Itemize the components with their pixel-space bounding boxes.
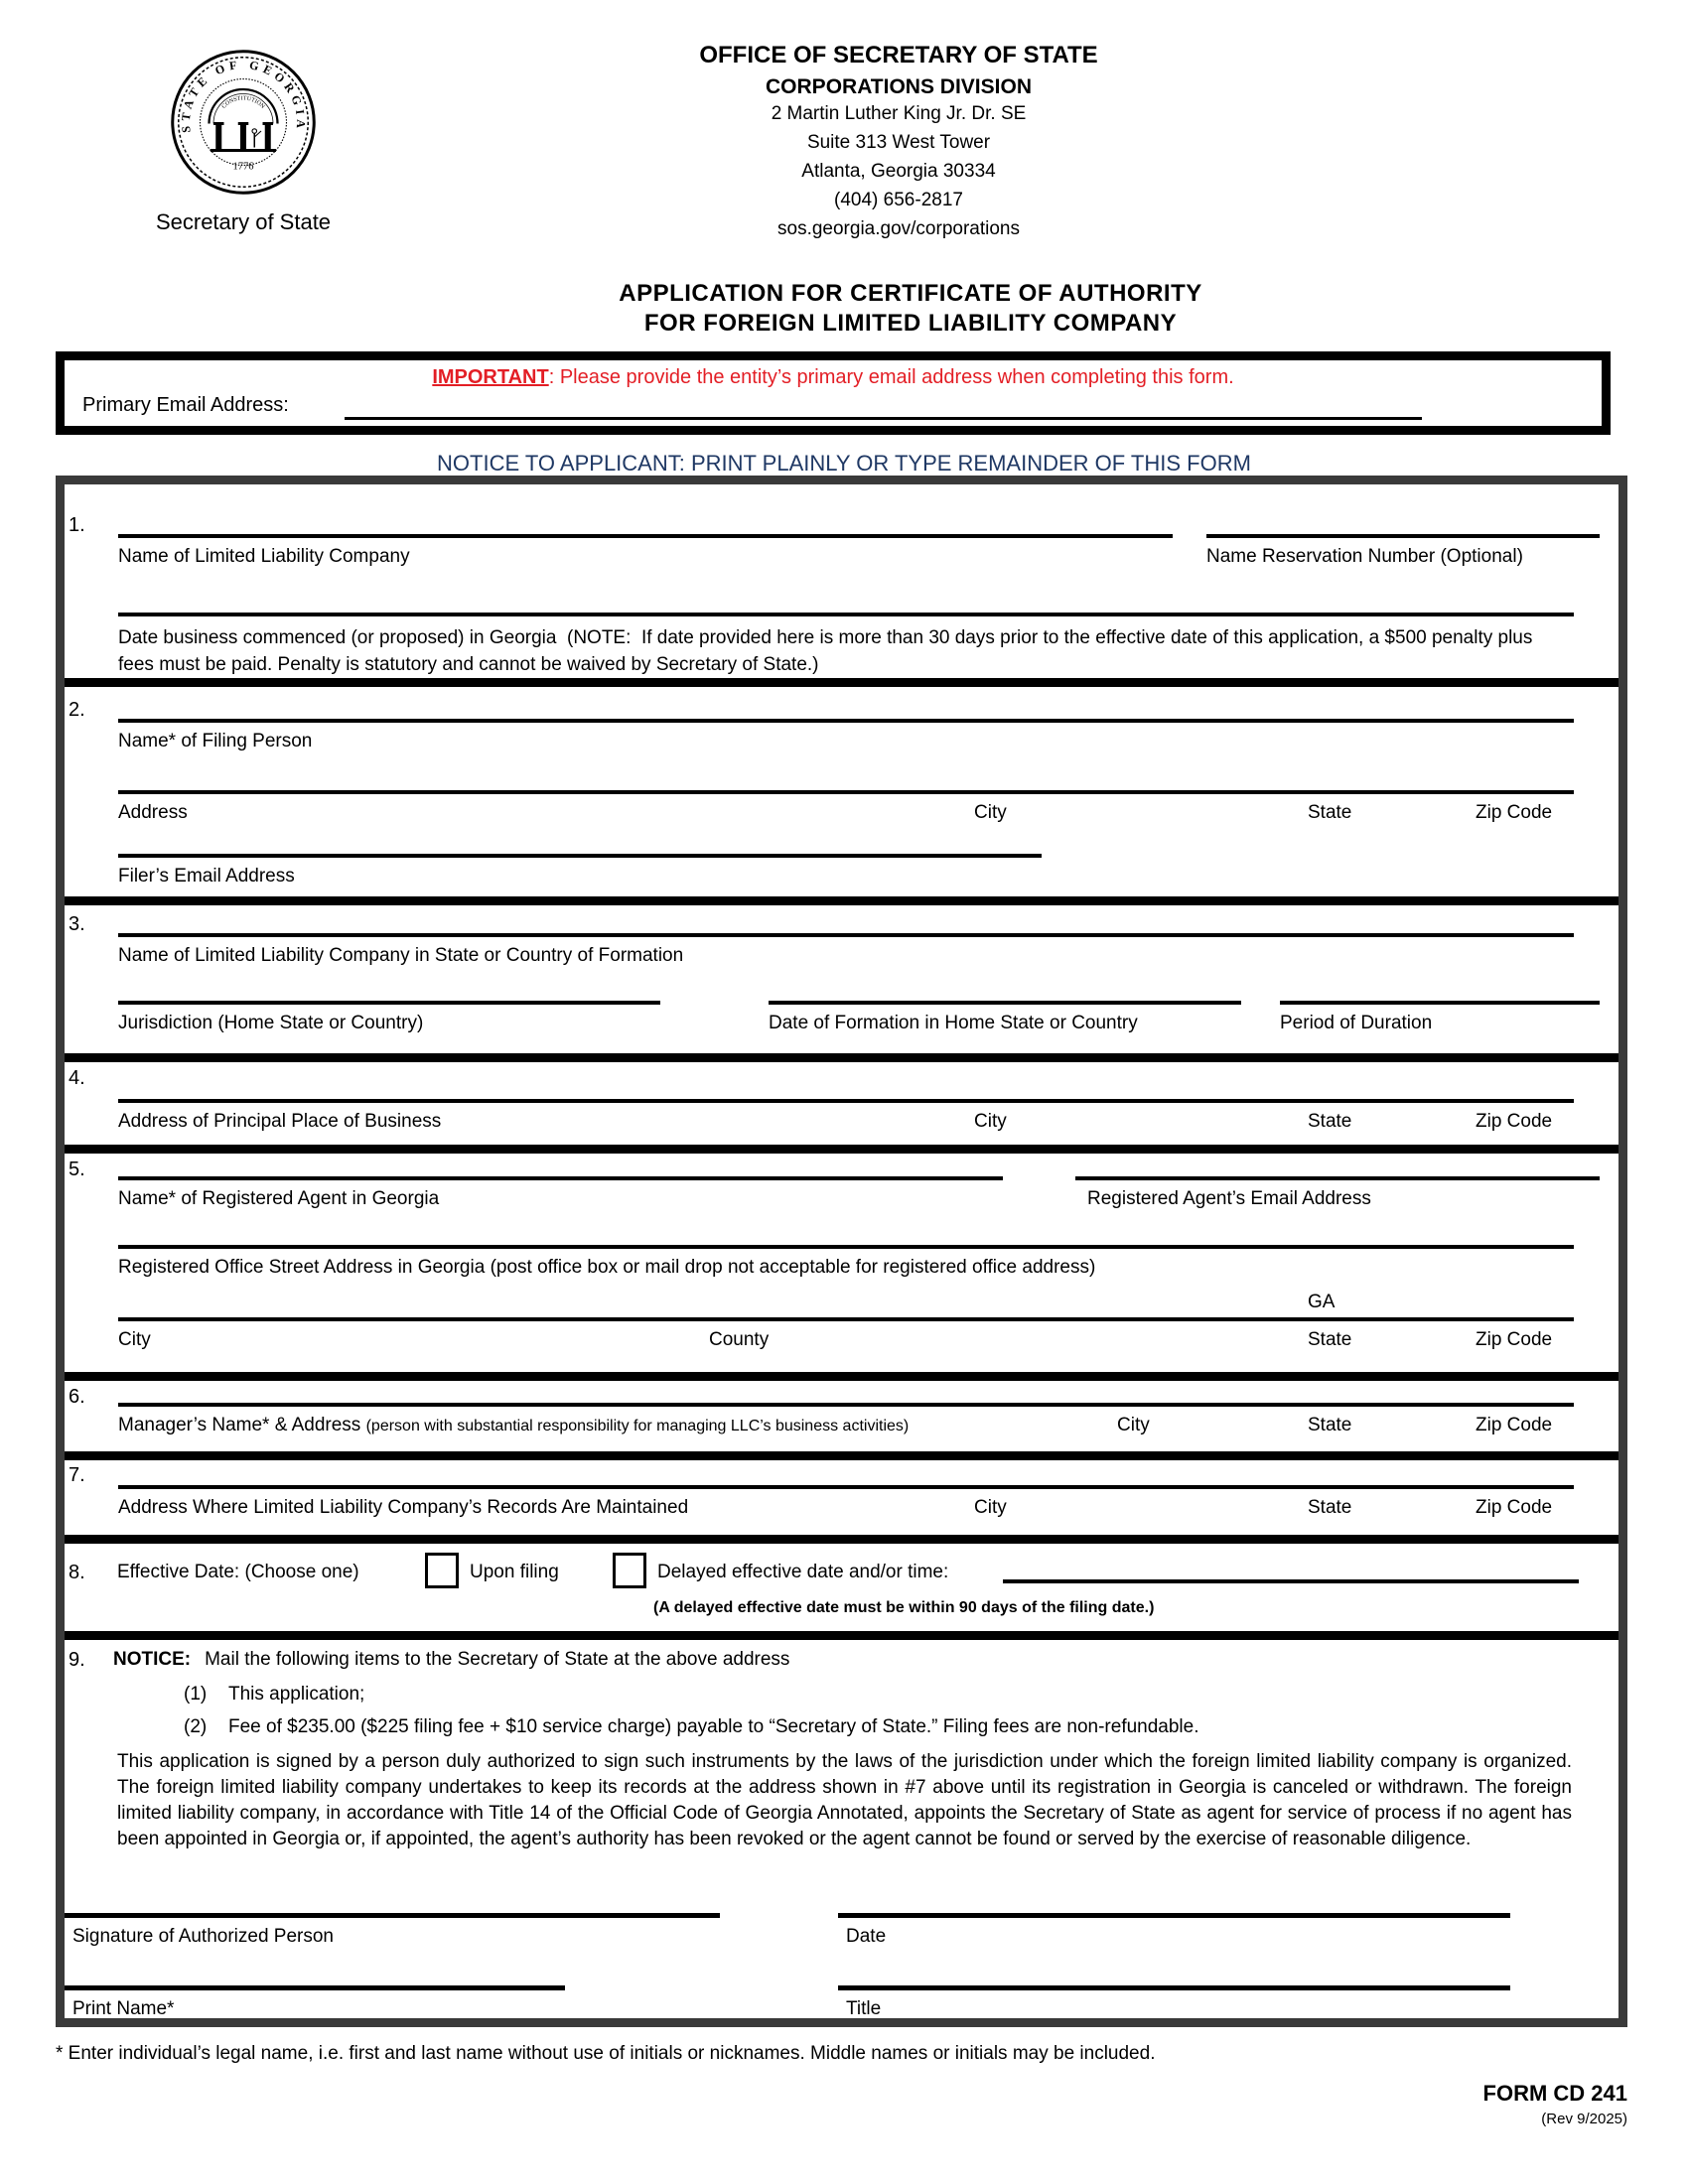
home-llc-name-label: Name of Limited Liability Company in State or Country of Formation: [118, 945, 684, 966]
zip-label: Zip Code: [1476, 1497, 1553, 1518]
office-title: OFFICE OF SECRETARY OF STATE: [699, 42, 1098, 68]
mail-notice-word: NOTICE:: [113, 1649, 192, 1670]
date-commenced-field[interactable]: [118, 613, 1574, 616]
registered-office-label: Registered Office Street Address in Georgia (post office box or mail drop not acceptable for registered office address): [118, 1257, 1096, 1278]
section-1-number: 1.: [69, 514, 85, 536]
address-label: Address: [118, 802, 188, 823]
filer-email-field[interactable]: [118, 854, 1042, 858]
city-label: City: [974, 1497, 1007, 1518]
seal-arch-text: CONSTITUTION: [220, 95, 266, 110]
section-5: [65, 1154, 1618, 1381]
zip-label: Zip Code: [1476, 1415, 1553, 1435]
registered-office-field[interactable]: [118, 1245, 1574, 1249]
effective-date-label: Effective Date: (Choose one): [117, 1562, 359, 1582]
title-label: Title: [846, 1998, 882, 2019]
important-headline: [65, 366, 1602, 389]
section-3-number: 3.: [69, 913, 85, 935]
filer-name-field[interactable]: [118, 719, 1574, 723]
zip-label: Zip Code: [1476, 1329, 1553, 1350]
title-field[interactable]: [838, 1985, 1510, 1990]
mail-notice: [113, 1649, 789, 1670]
delayed-date-note: (A delayed effective date must be within 90 days of the filing date.): [653, 1599, 1155, 1616]
authorization-paragraph: This application is signed by a person duly authorized to sign such instruments by the laws of the jurisdiction under which the foreign limited liability company is organized. The foreign limited liability company undertakes to keep its records at the address shown in #7 above until its registration in Georgia is canceled or withdrawn. The foreign limited liability company, in accordance with Title 14 of the Official Code of Georgia Annotated, appoints the Secretary of State as agent for service of process if no agent has been appointed in Georgia or, if appointed, the agent’s authority has been revoked or the agent cannot be found or served by the exercise of reasonable diligence.: [117, 1751, 1572, 1849]
state-label: State: [1308, 1497, 1352, 1518]
duration-field[interactable]: [1280, 1001, 1600, 1005]
office-address-line: Suite 313 West Tower: [806, 132, 991, 153]
name-reservation-field[interactable]: [1206, 534, 1600, 538]
home-llc-name-field[interactable]: [118, 933, 1574, 937]
zip-label: Zip Code: [1476, 802, 1553, 823]
form-revision: (Rev 9/2025): [1541, 2111, 1627, 2127]
state-label: State: [1308, 802, 1352, 823]
city-label: City: [118, 1329, 151, 1350]
seal-year: 1776: [232, 161, 254, 173]
state-label: State: [1308, 1329, 1352, 1350]
division-title: CORPORATIONS DIVISION: [766, 75, 1032, 98]
form-body: [56, 476, 1627, 2027]
primary-email-field[interactable]: [345, 417, 1422, 420]
signature-label: Signature of Authorized Person: [72, 1926, 335, 1947]
registered-office-city-field[interactable]: [118, 1317, 1574, 1321]
section-7: [65, 1460, 1618, 1544]
agent-name-label: Name* of Registered Agent in Georgia: [118, 1188, 440, 1209]
llc-name-label: Name of Limited Liability Company: [118, 546, 410, 567]
mail-item-1: This application;: [228, 1684, 365, 1705]
form-title-line1: APPLICATION FOR CERTIFICATE OF AUTHORITY: [619, 280, 1202, 307]
important-box: [56, 351, 1611, 435]
form-title: [364, 279, 1457, 339]
filer-address-field[interactable]: [118, 790, 1574, 794]
manager-label: [118, 1415, 909, 1436]
manager-label-note: (person with substantial responsibility for managing LLC’s business activities): [365, 1418, 910, 1434]
city-label: City: [974, 1111, 1007, 1132]
delayed-date-label: Delayed effective date and/or time:: [657, 1562, 949, 1582]
city-label: City: [1117, 1415, 1150, 1435]
records-address-field[interactable]: [118, 1485, 1574, 1489]
delayed-date-checkbox[interactable]: [613, 1553, 646, 1588]
agent-email-label: Registered Agent’s Email Address: [1087, 1188, 1371, 1209]
duration-label: Period of Duration: [1280, 1013, 1433, 1033]
section-6-number: 6.: [69, 1386, 85, 1408]
state-label: State: [1308, 1111, 1352, 1132]
signature-field[interactable]: [65, 1913, 720, 1918]
georgia-state-seal-icon: [169, 48, 318, 197]
print-name-field[interactable]: [65, 1985, 565, 1990]
mail-notice-rest: Mail the following items to the Secretary of State at the above address: [205, 1649, 790, 1670]
notice-to-applicant: NOTICE TO APPLICANT: PRINT PLAINLY OR TYPE REMAINDER OF THIS FORM: [437, 451, 1251, 476]
agent-name-field[interactable]: [118, 1176, 1003, 1180]
section-9-number: 9.: [69, 1649, 85, 1671]
section-3: [65, 905, 1618, 1062]
filer-email-label: Filer’s Email Address: [118, 866, 295, 887]
formation-date-field[interactable]: [769, 1001, 1241, 1005]
section-5-number: 5.: [69, 1159, 85, 1180]
ga-prefill: GA: [1308, 1292, 1336, 1312]
formation-date-label: Date of Formation in Home State or Country: [769, 1013, 1138, 1033]
section-4-number: 4.: [69, 1067, 85, 1089]
section-2-number: 2.: [69, 699, 85, 721]
llc-name-field[interactable]: [118, 534, 1173, 538]
mail-item-2: Fee of $235.00 ($225 filing fee + $10 service charge) payable to “Secretary of State.” Filing fees are non-refundable.: [228, 1716, 1199, 1737]
section-7-number: 7.: [69, 1464, 85, 1486]
manager-label-main: Manager’s Name* & Address: [118, 1415, 361, 1435]
print-name-label: Print Name*: [72, 1998, 175, 2019]
city-label: City: [974, 802, 1007, 823]
form-number: FORM CD 241: [1482, 2081, 1627, 2106]
seal-ring-text: STATE OF GEORGIA: [178, 57, 309, 134]
seal-block: [129, 48, 357, 235]
date-commenced-label: Date business commenced (or proposed) in Georgia (NOTE: If date provided here is more than 30 days prior to the effective date of this application, a $500 penalty plus fees must be paid. Penalty is statutory and cannot be waived by Secretary of State.): [118, 627, 1538, 675]
principal-address-label: Address of Principal Place of Business: [118, 1111, 442, 1132]
section-8: [65, 1544, 1618, 1640]
upon-filing-label: Upon filing: [470, 1562, 559, 1582]
primary-email-label: Primary Email Address:: [82, 394, 289, 416]
section-9: [65, 1640, 1618, 2018]
jurisdiction-field[interactable]: [118, 1001, 660, 1005]
state-label: State: [1308, 1415, 1352, 1435]
section-4: [65, 1062, 1618, 1154]
date-label: Date: [846, 1926, 887, 1947]
legal-name-footnote: * Enter individual’s legal name, i.e. first and last name without use of initials or nicknames. Middle names or initials may be included.: [56, 2043, 1156, 2064]
seal-caption: Secretary of State: [155, 209, 332, 234]
office-header: [551, 42, 1246, 243]
date-field[interactable]: [838, 1913, 1510, 1918]
agent-email-field[interactable]: [1075, 1176, 1600, 1180]
jurisdiction-label: Jurisdiction (Home State or Country): [118, 1013, 424, 1033]
office-website: sos.georgia.gov/corporations: [777, 218, 1020, 239]
mail-item-1-num: (1): [184, 1684, 208, 1705]
form-title-line2: FOR FOREIGN LIMITED LIABILITY COMPANY: [643, 310, 1178, 337]
office-address-line: 2 Martin Luther King Jr. Dr. SE: [771, 103, 1027, 124]
county-label: County: [709, 1329, 770, 1350]
office-address-line: Atlanta, Georgia 30334: [801, 161, 996, 182]
important-rest: : Please provide the entity’s primary email address when completing this form.: [548, 366, 1234, 388]
filer-name-label: Name* of Filing Person: [118, 731, 313, 751]
upon-filing-checkbox[interactable]: [425, 1553, 459, 1588]
mail-item-2-num: (2): [184, 1716, 208, 1737]
office-phone: (404) 656-2817: [834, 190, 963, 210]
delayed-date-field[interactable]: [1003, 1579, 1579, 1583]
zip-label: Zip Code: [1476, 1111, 1553, 1132]
manager-field[interactable]: [118, 1403, 1574, 1407]
principal-address-field[interactable]: [118, 1099, 1574, 1103]
section-1: [65, 484, 1618, 687]
name-reservation-label: Name Reservation Number (Optional): [1206, 546, 1523, 567]
section-6: [65, 1381, 1618, 1460]
section-2: [65, 687, 1618, 905]
important-word: IMPORTANT: [432, 366, 549, 388]
section-8-number: 8.: [69, 1562, 85, 1583]
records-address-label: Address Where Limited Liability Company’s Records Are Maintained: [118, 1497, 689, 1518]
